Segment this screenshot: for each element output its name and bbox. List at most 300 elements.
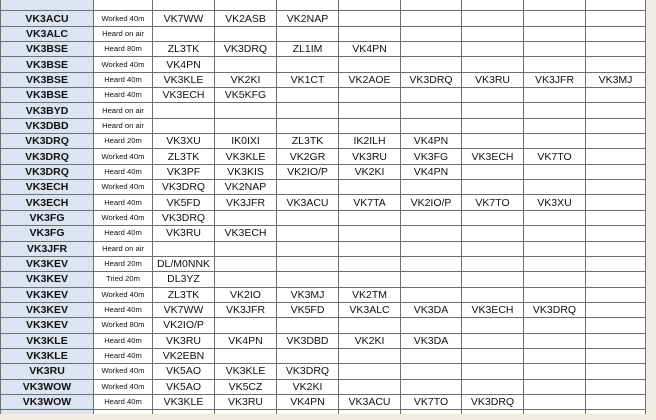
- contact-cell: [339, 0, 401, 11]
- contact-cell: VK5FD: [277, 302, 339, 317]
- status-cell: Heard 40m: [94, 394, 153, 409]
- contact-cell: [215, 256, 277, 271]
- contact-cell: [215, 118, 277, 133]
- contact-cell: [462, 379, 524, 394]
- table-row: [1, 210, 646, 225]
- contact-cell: [215, 26, 277, 41]
- contact-cell: [586, 364, 646, 379]
- status-cell: [94, 410, 153, 414]
- contact-cell: [586, 348, 646, 363]
- callsign-cell: VK3BSE: [1, 57, 94, 72]
- contact-cell: VK3KLE: [215, 364, 277, 379]
- contact-cell: [586, 164, 646, 179]
- contact-cell: [586, 195, 646, 210]
- contact-cell: [586, 149, 646, 164]
- status-cell: Heard on air: [94, 241, 153, 256]
- table-row: [1, 72, 646, 87]
- contact-cell: VK3DRQ: [524, 302, 586, 317]
- contact-cell: [339, 180, 401, 195]
- contact-cell: [524, 410, 586, 414]
- contact-cell: [524, 318, 586, 333]
- contact-cell: [339, 241, 401, 256]
- contact-cell: VK5AO: [153, 379, 215, 394]
- callsign-cell: VK3FG: [1, 210, 94, 225]
- contact-cell: [339, 57, 401, 72]
- status-cell: Heard 20m: [94, 256, 153, 271]
- table-row: [1, 42, 646, 57]
- table-row: [1, 241, 646, 256]
- contact-cell: ZL3TK: [277, 134, 339, 149]
- contact-cell: [215, 57, 277, 72]
- contact-cell: VK2IO/P: [401, 195, 462, 210]
- contact-cell: [524, 88, 586, 103]
- status-cell: Heard 40m: [94, 164, 153, 179]
- contact-cell: [462, 11, 524, 26]
- contact-cell: [339, 88, 401, 103]
- contact-cell: [339, 410, 401, 414]
- table-row: [1, 180, 646, 195]
- contact-cell: [277, 0, 339, 11]
- contact-cell: [524, 333, 586, 348]
- callsign-cell: VK3RU: [1, 364, 94, 379]
- status-cell: Worked 40m: [94, 180, 153, 195]
- table-row: [1, 88, 646, 103]
- contact-cell: [586, 272, 646, 287]
- callsign-cell: VK3DRQ: [1, 134, 94, 149]
- contact-cell: VK3JFR: [524, 72, 586, 87]
- contact-cell: [586, 210, 646, 225]
- contact-cell: [524, 364, 586, 379]
- callsign-cell: VK3KLE: [1, 348, 94, 363]
- contact-cell: [462, 287, 524, 302]
- contact-cell: [277, 118, 339, 133]
- contact-cell: VK3KLE: [153, 394, 215, 409]
- contact-cell: VK4PN: [339, 42, 401, 57]
- contact-cell: [277, 272, 339, 287]
- table-row: [1, 0, 646, 11]
- contact-cell: VK3RU: [462, 72, 524, 87]
- contact-cell: [401, 287, 462, 302]
- contact-cell: VK3RU: [153, 333, 215, 348]
- contact-cell: [462, 318, 524, 333]
- contact-cell: VK2ASB: [215, 11, 277, 26]
- contact-cell: [401, 241, 462, 256]
- callsign-cell: VK3ALC: [1, 26, 94, 41]
- contact-cell: [586, 302, 646, 317]
- contact-cell: [524, 0, 586, 11]
- status-cell: Heard 40m: [94, 88, 153, 103]
- callsign-cell: VK3KEV: [1, 302, 94, 317]
- contact-cell: [277, 318, 339, 333]
- contact-cell: VK2KI: [215, 72, 277, 87]
- page-margin: [646, 0, 656, 420]
- contact-cell: [586, 134, 646, 149]
- callsign-cell: VK3KEV: [1, 272, 94, 287]
- contact-cell: [277, 226, 339, 241]
- contact-cell: [277, 26, 339, 41]
- contact-cell: [586, 226, 646, 241]
- callsign-cell: VK3BSE: [1, 42, 94, 57]
- status-cell: Worked 40m: [94, 287, 153, 302]
- table-row: [1, 103, 646, 118]
- contact-cell: [462, 348, 524, 363]
- contact-cell: [339, 256, 401, 271]
- callsign-cell: VK3KEV: [1, 287, 94, 302]
- callsign-cell: VK3KEV: [1, 256, 94, 271]
- contact-cell: [524, 287, 586, 302]
- table-row: [1, 11, 646, 26]
- status-cell: [94, 0, 153, 11]
- contact-cell: [524, 379, 586, 394]
- contact-cell: [524, 256, 586, 271]
- contact-cell: [524, 394, 586, 409]
- contact-cell: [339, 272, 401, 287]
- contact-cell: [462, 272, 524, 287]
- contact-cell: [215, 410, 277, 414]
- table-row: [1, 256, 646, 271]
- table-row: [1, 226, 646, 241]
- contact-cell: [524, 26, 586, 41]
- contact-cell: [586, 333, 646, 348]
- contact-cell: [401, 11, 462, 26]
- contact-cell: VK2KI: [339, 164, 401, 179]
- table-row: [1, 318, 646, 333]
- contact-cell: [524, 164, 586, 179]
- callsign-cell: [1, 0, 94, 11]
- contact-cell: VK3XU: [153, 134, 215, 149]
- contact-cell: VK3MJ: [586, 72, 646, 87]
- contact-cell: [339, 11, 401, 26]
- contact-cell: VK3ECH: [462, 302, 524, 317]
- contact-cell: [462, 118, 524, 133]
- contact-cell: [215, 348, 277, 363]
- callsign-cell: [1, 410, 94, 414]
- callsign-cell: VK3ACU: [1, 11, 94, 26]
- contact-cell: [153, 410, 215, 414]
- contact-cell: [462, 226, 524, 241]
- contact-cell: VK3RU: [339, 149, 401, 164]
- table-row: [1, 348, 646, 363]
- contact-cell: VK2IO/P: [277, 164, 339, 179]
- contact-cell: VK3ECH: [153, 88, 215, 103]
- status-cell: Heard 40m: [94, 302, 153, 317]
- contact-cell: [524, 272, 586, 287]
- contact-cell: [339, 118, 401, 133]
- callsign-cell: VK3BSE: [1, 72, 94, 87]
- contact-cell: [277, 103, 339, 118]
- contact-cell: [586, 42, 646, 57]
- contact-cell: [462, 134, 524, 149]
- callsign-cell: VK3DRQ: [1, 164, 94, 179]
- contact-cell: [215, 103, 277, 118]
- contact-cell: [586, 88, 646, 103]
- contact-cell: [462, 42, 524, 57]
- contact-cell: [401, 348, 462, 363]
- contact-cell: [524, 11, 586, 26]
- contact-cell: [462, 180, 524, 195]
- callsign-cell: VK3ECH: [1, 180, 94, 195]
- contact-cell: VK7WW: [153, 11, 215, 26]
- contact-cell: VK2NAP: [277, 11, 339, 26]
- contact-cell: VK3FG: [401, 149, 462, 164]
- contact-cell: VK3DRQ: [153, 210, 215, 225]
- callsign-cell: VK3DBD: [1, 118, 94, 133]
- contact-cell: [401, 379, 462, 394]
- contact-cell: [215, 318, 277, 333]
- status-cell: Heard on air: [94, 26, 153, 41]
- contact-cell: VK2KI: [277, 379, 339, 394]
- contact-cell: VK7TA: [339, 195, 401, 210]
- contact-cell: VK3XU: [524, 195, 586, 210]
- contact-cell: VK2AOE: [339, 72, 401, 87]
- contact-cell: [524, 134, 586, 149]
- status-cell: Worked 80m: [94, 318, 153, 333]
- table-row: [1, 410, 646, 414]
- contact-cell: VK3KIS: [215, 164, 277, 179]
- contact-cell: [153, 26, 215, 41]
- contact-cell: [524, 42, 586, 57]
- table-row: [1, 57, 646, 72]
- contact-cell: VK3ALC: [339, 302, 401, 317]
- contact-cell: [462, 88, 524, 103]
- contact-cell: VK3DA: [401, 333, 462, 348]
- contact-cell: VK2NAP: [215, 180, 277, 195]
- contact-cell: [586, 118, 646, 133]
- table-row: [1, 118, 646, 133]
- contact-cell: [462, 26, 524, 41]
- contact-cell: VK2IO/P: [153, 318, 215, 333]
- contact-cell: [401, 103, 462, 118]
- contact-cell: [586, 410, 646, 414]
- contact-cell: [153, 0, 215, 11]
- table-row: [1, 149, 646, 164]
- contact-cell: [339, 379, 401, 394]
- contact-cell: [401, 0, 462, 11]
- contact-cell: ZL3TK: [153, 149, 215, 164]
- contact-cell: [339, 364, 401, 379]
- contact-cell: VK4PN: [401, 164, 462, 179]
- contact-cell: VK3ECH: [215, 226, 277, 241]
- contact-cell: [401, 210, 462, 225]
- contact-cell: VK3KLE: [153, 72, 215, 87]
- contact-cell: [401, 88, 462, 103]
- contact-cell: [524, 57, 586, 72]
- contact-cell: ZL3TK: [153, 42, 215, 57]
- contact-cell: [277, 57, 339, 72]
- contact-cell: [586, 180, 646, 195]
- contact-cell: [401, 226, 462, 241]
- status-cell: Heard 40m: [94, 195, 153, 210]
- callsign-cell: VK3WOW: [1, 394, 94, 409]
- contact-cell: [586, 394, 646, 409]
- contact-cell: VK3DRQ: [401, 72, 462, 87]
- contact-cell: VK4PN: [153, 57, 215, 72]
- contact-cell: VK1CT: [277, 72, 339, 87]
- contact-cell: [215, 272, 277, 287]
- callsign-cell: VK3FG: [1, 226, 94, 241]
- contact-cell: [401, 256, 462, 271]
- status-cell: Heard on air: [94, 118, 153, 133]
- contact-cell: VK3JFR: [215, 302, 277, 317]
- status-cell: Heard 40m: [94, 348, 153, 363]
- status-cell: Worked 40m: [94, 11, 153, 26]
- contact-cell: [462, 164, 524, 179]
- contact-cell: [586, 256, 646, 271]
- contact-cell: VK2KI: [339, 333, 401, 348]
- contact-cell: VK3JFR: [215, 195, 277, 210]
- contact-cell: [401, 318, 462, 333]
- contact-cell: ZL3TK: [153, 287, 215, 302]
- contact-cell: [401, 410, 462, 414]
- contact-cell: [586, 287, 646, 302]
- contact-cell: VK5KFG: [215, 88, 277, 103]
- callsign-cell: VK3WOW: [1, 379, 94, 394]
- contact-cell: [401, 26, 462, 41]
- contact-cell: [401, 272, 462, 287]
- contact-cell: [153, 241, 215, 256]
- callsign-cell: VK3KLE: [1, 333, 94, 348]
- status-cell: Worked 40m: [94, 210, 153, 225]
- contact-cell: [401, 364, 462, 379]
- contact-cell: VK3DRQ: [277, 364, 339, 379]
- contact-cell: [524, 180, 586, 195]
- callsign-cell: VK3BYD: [1, 103, 94, 118]
- contact-cell: [524, 210, 586, 225]
- contact-cell: [277, 88, 339, 103]
- status-cell: Tried 20m: [94, 272, 153, 287]
- contact-cell: VK3ECH: [462, 149, 524, 164]
- contact-cell: [586, 318, 646, 333]
- contact-cell: VK3RU: [153, 226, 215, 241]
- contact-cell: [339, 103, 401, 118]
- contact-cell: [215, 0, 277, 11]
- contact-cell: VK3KLE: [215, 149, 277, 164]
- contact-cell: [277, 180, 339, 195]
- table-row: [1, 134, 646, 149]
- contact-cell: VK5AO: [153, 364, 215, 379]
- contact-cell: [277, 256, 339, 271]
- status-cell: Worked 40m: [94, 57, 153, 72]
- contact-cell: [153, 118, 215, 133]
- contact-cell: VK2TM: [339, 287, 401, 302]
- contact-cell: DL/M0NNK: [153, 256, 215, 271]
- contact-cell: VK3DRQ: [215, 42, 277, 57]
- contact-cell: [462, 333, 524, 348]
- contact-cell: [339, 210, 401, 225]
- contact-cell: [339, 226, 401, 241]
- table-row: [1, 364, 646, 379]
- status-cell: Worked 40m: [94, 379, 153, 394]
- contact-cell: [524, 226, 586, 241]
- contact-cell: VK3ACU: [339, 394, 401, 409]
- status-cell: Heard 40m: [94, 72, 153, 87]
- contact-cell: [339, 318, 401, 333]
- table-row: [1, 394, 646, 409]
- status-cell: Heard 40m: [94, 226, 153, 241]
- table-row: [1, 195, 646, 210]
- contact-cell: VK3PF: [153, 164, 215, 179]
- contact-cell: [586, 0, 646, 11]
- contact-cell: VK2GR: [277, 149, 339, 164]
- contact-cell: DL3YZ: [153, 272, 215, 287]
- contact-cell: [586, 103, 646, 118]
- contact-cell: [586, 26, 646, 41]
- contact-cell: VK3DRQ: [153, 180, 215, 195]
- contact-cell: IK0IXI: [215, 134, 277, 149]
- contact-cell: [524, 103, 586, 118]
- contact-cell: [462, 410, 524, 414]
- callsign-cell: VK3KEV: [1, 318, 94, 333]
- contact-cell: [401, 118, 462, 133]
- contact-cell: [462, 0, 524, 11]
- contact-cell: VK7WW: [153, 302, 215, 317]
- callsign-cell: VK3JFR: [1, 241, 94, 256]
- table-row: [1, 379, 646, 394]
- contact-cell: VK3DRQ: [462, 394, 524, 409]
- status-cell: Worked 40m: [94, 149, 153, 164]
- contact-cell: VK2EBN: [153, 348, 215, 363]
- contact-cell: [153, 103, 215, 118]
- contact-cell: VK4PN: [277, 394, 339, 409]
- contact-cell: [524, 118, 586, 133]
- status-cell: Heard 20m: [94, 134, 153, 149]
- contact-cell: VK4PN: [215, 333, 277, 348]
- status-cell: Heard on air: [94, 103, 153, 118]
- contact-cell: [462, 364, 524, 379]
- contact-cell: VK3ACU: [277, 195, 339, 210]
- contact-cell: [401, 42, 462, 57]
- contact-cell: [462, 103, 524, 118]
- contact-cell: [586, 241, 646, 256]
- contact-cell: VK4PN: [401, 134, 462, 149]
- table-row: [1, 302, 646, 317]
- contact-cell: VK7TO: [462, 195, 524, 210]
- table-row: [1, 272, 646, 287]
- contact-cell: [215, 241, 277, 256]
- contact-cell: [586, 57, 646, 72]
- contact-cell: [277, 241, 339, 256]
- contact-cell: IK2ILH: [339, 134, 401, 149]
- contact-cell: [586, 11, 646, 26]
- contact-cell: VK2IO: [215, 287, 277, 302]
- contact-cell: VK3DBD: [277, 333, 339, 348]
- contact-cell: VK3DA: [401, 302, 462, 317]
- status-cell: Heard 40m: [94, 333, 153, 348]
- callsign-cell: VK3ECH: [1, 195, 94, 210]
- contact-cell: [339, 26, 401, 41]
- contact-cell: VK3MJ: [277, 287, 339, 302]
- contact-cell: [524, 348, 586, 363]
- status-cell: Heard 80m: [94, 42, 153, 57]
- table-row: [1, 26, 646, 41]
- table-row: [1, 333, 646, 348]
- contact-cell: [586, 379, 646, 394]
- table-row: [1, 164, 646, 179]
- status-cell: Worked 40m: [94, 364, 153, 379]
- contact-cell: ZL1IM: [277, 42, 339, 57]
- contact-cell: [277, 348, 339, 363]
- contact-cell: VK7TO: [524, 149, 586, 164]
- log-table-body: [1, 0, 646, 414]
- callsign-cell: VK3BSE: [1, 88, 94, 103]
- contact-cell: [462, 241, 524, 256]
- contact-cell: VK5FD: [153, 195, 215, 210]
- contact-cell: VK5CZ: [215, 379, 277, 394]
- contact-cell: [215, 210, 277, 225]
- contact-cell: [524, 241, 586, 256]
- contact-cell: [277, 210, 339, 225]
- contact-cell: [462, 210, 524, 225]
